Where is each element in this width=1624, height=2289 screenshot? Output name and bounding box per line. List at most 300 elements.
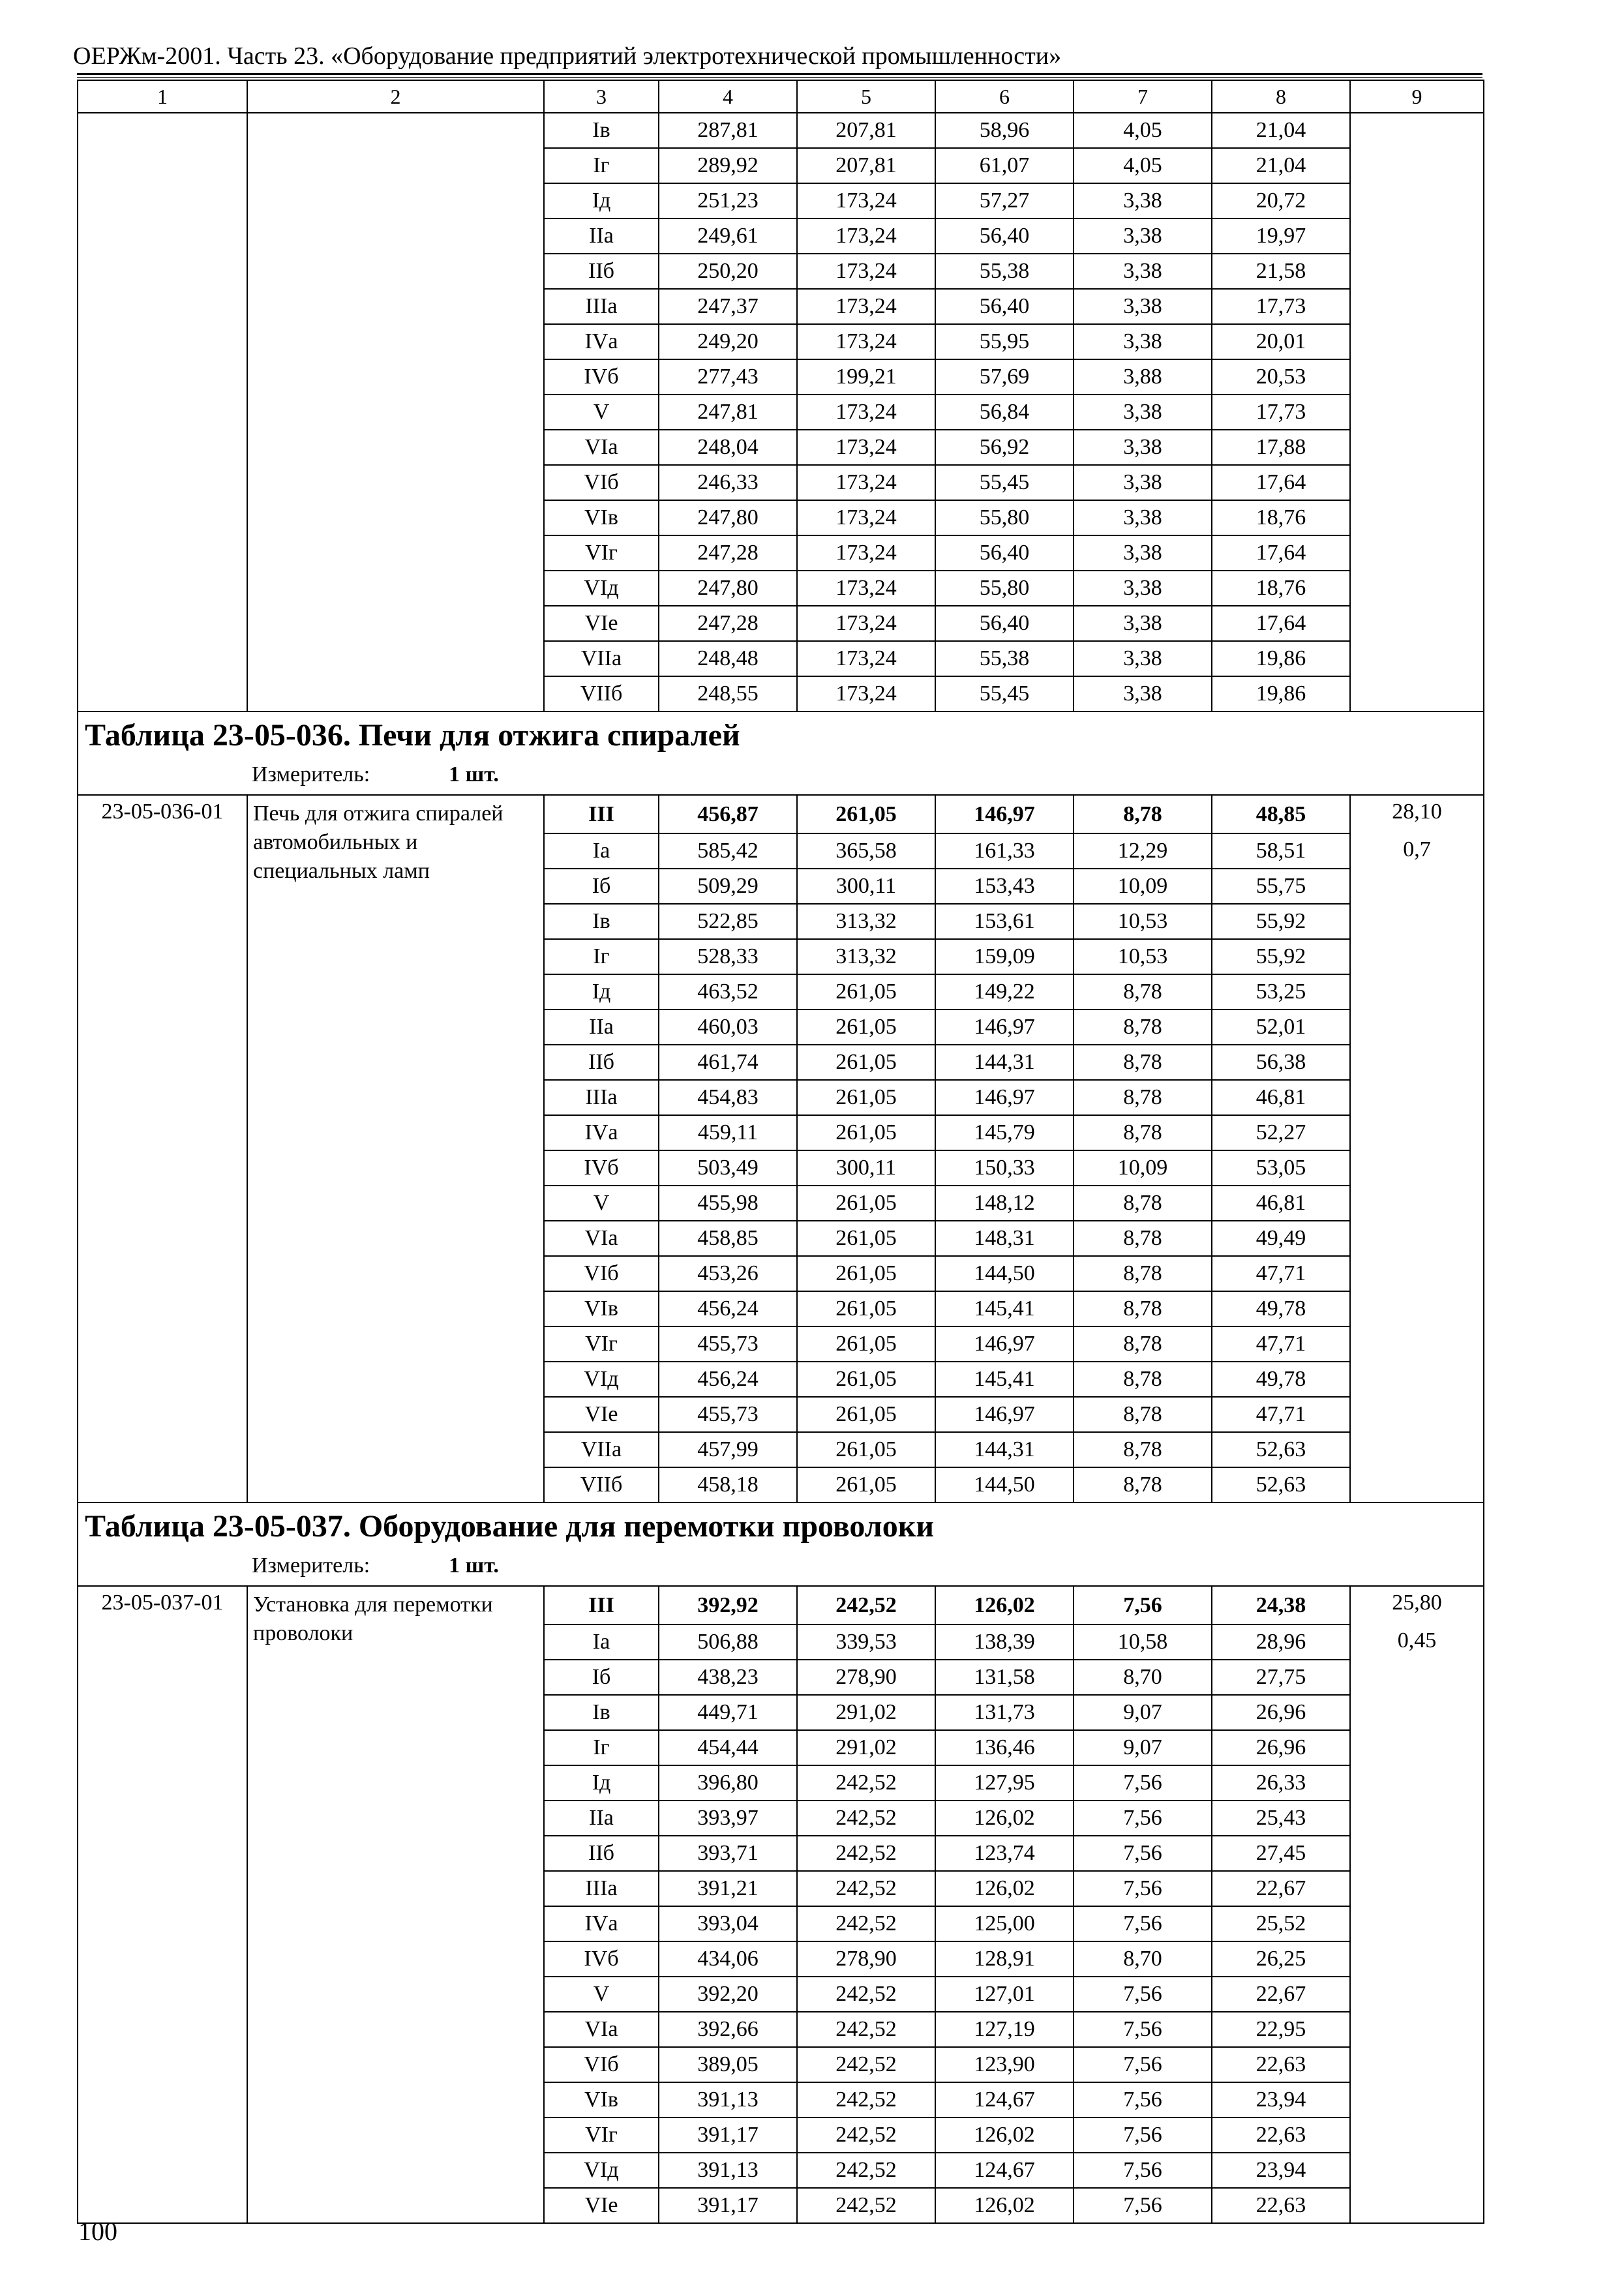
value-cell: 55,92 (1212, 939, 1350, 974)
value-cell: 125,00 (935, 1906, 1074, 1941)
value-cell: 261,05 (797, 1256, 935, 1291)
value-cell: 18,76 (1212, 571, 1350, 606)
value-cell: 20,72 (1212, 183, 1350, 218)
category-cell: VIд (544, 2153, 659, 2188)
value-cell: 58,96 (935, 113, 1074, 148)
value-cell: 10,58 (1074, 1624, 1212, 1660)
category-cell: III (544, 795, 659, 833)
value-cell: 391,17 (659, 2188, 797, 2223)
value-cell: 261,05 (797, 1045, 935, 1080)
column-header-cell: 2 (247, 80, 544, 113)
value-cell: 250,20 (659, 254, 797, 289)
category-cell: V (544, 1186, 659, 1221)
category-cell: IIIа (544, 1871, 659, 1906)
value-cell: 27,75 (1212, 1660, 1350, 1695)
unit-value: 1 шт. (449, 762, 499, 786)
value-cell: 145,41 (935, 1362, 1074, 1397)
value-cell: 148,31 (935, 1221, 1074, 1256)
value-cell: 21,58 (1212, 254, 1350, 289)
value-cell: 3,38 (1074, 641, 1212, 676)
table-title-row (78, 711, 1484, 795)
value-cell: 144,50 (935, 1467, 1074, 1503)
value-cell: 148,12 (935, 1186, 1074, 1221)
value-cell: 392,20 (659, 1977, 797, 2012)
value-cell: 506,88 (659, 1624, 797, 1660)
value-cell: 55,92 (1212, 904, 1350, 939)
col9-value-bottom: 0,7 (1350, 833, 1484, 1503)
table-title-row (78, 1503, 1484, 1586)
category-cell: VIб (544, 2047, 659, 2082)
value-cell: 242,52 (797, 2082, 935, 2117)
value-cell: 19,86 (1212, 676, 1350, 711)
value-cell: 3,38 (1074, 676, 1212, 711)
value-cell: 3,38 (1074, 395, 1212, 430)
value-cell: 8,78 (1074, 1115, 1212, 1150)
value-cell: 19,97 (1212, 218, 1350, 254)
value-cell: 55,80 (935, 571, 1074, 606)
category-cell: Iд (544, 1765, 659, 1801)
item-code: 23-05-037-01 (78, 1586, 247, 2223)
value-cell: 146,97 (935, 1397, 1074, 1432)
value-cell: 393,71 (659, 1836, 797, 1871)
value-cell: 3,38 (1074, 183, 1212, 218)
value-cell: 456,24 (659, 1362, 797, 1397)
value-cell: 56,92 (935, 430, 1074, 465)
unit-label: Измеритель: (252, 762, 370, 786)
value-cell: 18,76 (1212, 500, 1350, 535)
value-cell: 22,67 (1212, 1977, 1350, 2012)
category-cell: VIа (544, 1221, 659, 1256)
value-cell: 456,24 (659, 1291, 797, 1326)
category-cell: VIд (544, 1362, 659, 1397)
value-cell: 261,05 (797, 1186, 935, 1221)
value-cell: 153,61 (935, 904, 1074, 939)
value-cell: 261,05 (797, 1326, 935, 1362)
category-cell: V (544, 1977, 659, 2012)
value-cell: 461,74 (659, 1045, 797, 1080)
value-cell: 8,78 (1074, 1467, 1212, 1503)
value-cell: 7,56 (1074, 2012, 1212, 2047)
category-cell: IIб (544, 254, 659, 289)
value-cell: 291,02 (797, 1695, 935, 1730)
value-cell: 392,92 (659, 1586, 797, 1624)
resource-table (77, 80, 1484, 2224)
value-cell: 261,05 (797, 1397, 935, 1432)
value-cell: 55,95 (935, 324, 1074, 359)
value-cell: 58,51 (1212, 833, 1350, 869)
value-cell: 47,71 (1212, 1256, 1350, 1291)
col9-value-top: 25,80 (1350, 1586, 1484, 1624)
value-cell: 47,71 (1212, 1326, 1350, 1362)
value-cell: 127,19 (935, 2012, 1074, 2047)
category-cell: VIб (544, 1256, 659, 1291)
value-cell: 17,64 (1212, 535, 1350, 571)
value-cell: 22,67 (1212, 1871, 1350, 1906)
value-cell: 173,24 (797, 395, 935, 430)
value-cell: 248,48 (659, 641, 797, 676)
category-cell: VIв (544, 2082, 659, 2117)
value-cell: 7,56 (1074, 2153, 1212, 2188)
value-cell: 173,24 (797, 500, 935, 535)
value-cell: 8,70 (1074, 1660, 1212, 1695)
value-cell: 277,43 (659, 359, 797, 395)
table-row (78, 1586, 1484, 1624)
value-cell: 242,52 (797, 1765, 935, 1801)
value-cell: 146,97 (935, 1010, 1074, 1045)
value-cell: 278,90 (797, 1941, 935, 1977)
value-cell: 242,52 (797, 1586, 935, 1624)
value-cell: 17,64 (1212, 465, 1350, 500)
value-cell: 261,05 (797, 1467, 935, 1503)
value-cell: 49,78 (1212, 1362, 1350, 1397)
value-cell: 300,11 (797, 1150, 935, 1186)
value-cell: 24,38 (1212, 1586, 1350, 1624)
category-cell: IVб (544, 1150, 659, 1186)
value-cell: 126,02 (935, 1801, 1074, 1836)
value-cell: 261,05 (797, 1221, 935, 1256)
column-header-row (78, 80, 1484, 113)
page-number: 100 (78, 2217, 117, 2246)
value-cell: 454,83 (659, 1080, 797, 1115)
value-cell: 46,81 (1212, 1080, 1350, 1115)
header-rule-thin (77, 77, 1482, 78)
value-cell: 19,86 (1212, 641, 1350, 676)
category-cell: VIв (544, 500, 659, 535)
value-cell: 173,24 (797, 641, 935, 676)
value-cell: 57,69 (935, 359, 1074, 395)
value-cell: 10,09 (1074, 869, 1212, 904)
category-cell: Iд (544, 183, 659, 218)
value-cell: 3,38 (1074, 218, 1212, 254)
value-cell: 242,52 (797, 2188, 935, 2223)
value-cell: 61,07 (935, 148, 1074, 183)
value-cell: 21,04 (1212, 113, 1350, 148)
value-cell: 131,73 (935, 1695, 1074, 1730)
category-cell: IIб (544, 1836, 659, 1871)
table-title: Таблица 23-05-037. Оборудование для перемотки проволоки (85, 1509, 935, 1544)
value-cell: 145,79 (935, 1115, 1074, 1150)
page-header-title: ОЕРЖм-2001. Часть 23. «Оборудование предприятий электротехнической промышленности» (73, 42, 1062, 70)
table-title: Таблица 23-05-036. Печи для отжига спиралей (85, 718, 740, 753)
value-cell: 8,78 (1074, 1010, 1212, 1045)
value-cell: 159,09 (935, 939, 1074, 974)
category-cell: VIг (544, 535, 659, 571)
value-cell: 249,20 (659, 324, 797, 359)
value-cell: 127,01 (935, 1977, 1074, 2012)
value-cell: 144,31 (935, 1045, 1074, 1080)
column-header-cell: 3 (544, 80, 659, 113)
value-cell: 261,05 (797, 1010, 935, 1045)
value-cell: 287,81 (659, 113, 797, 148)
value-cell: 522,85 (659, 904, 797, 939)
column-header-cell: 1 (78, 80, 247, 113)
table-row (78, 795, 1484, 833)
value-cell: 22,63 (1212, 2188, 1350, 2223)
value-cell: 126,02 (935, 2117, 1074, 2153)
value-cell: 7,56 (1074, 2188, 1212, 2223)
value-cell: 123,90 (935, 2047, 1074, 2082)
item-name: Печь для отжига спиралей автомобильных и специальных ламп (247, 795, 544, 1503)
value-cell: 8,78 (1074, 1362, 1212, 1397)
value-cell: 55,38 (935, 641, 1074, 676)
value-cell: 8,78 (1074, 1080, 1212, 1115)
value-cell: 17,88 (1212, 430, 1350, 465)
category-cell: Iа (544, 833, 659, 869)
value-cell: 7,56 (1074, 1906, 1212, 1941)
item-name: Установка для перемотки проволоки (247, 1586, 544, 2223)
value-cell: 55,75 (1212, 869, 1350, 904)
value-cell: 144,50 (935, 1256, 1074, 1291)
value-cell: 26,25 (1212, 1941, 1350, 1977)
value-cell: 55,38 (935, 254, 1074, 289)
value-cell: 53,05 (1212, 1150, 1350, 1186)
value-cell: 150,33 (935, 1150, 1074, 1186)
value-cell: 248,04 (659, 430, 797, 465)
value-cell: 242,52 (797, 2153, 935, 2188)
value-cell: 460,03 (659, 1010, 797, 1045)
value-cell: 173,24 (797, 218, 935, 254)
value-cell: 173,24 (797, 183, 935, 218)
value-cell: 3,38 (1074, 500, 1212, 535)
category-cell: IIIа (544, 1080, 659, 1115)
value-cell: 7,56 (1074, 2047, 1212, 2082)
value-cell: 456,87 (659, 795, 797, 833)
column-header-cell: 4 (659, 80, 797, 113)
category-cell: Iб (544, 1660, 659, 1695)
value-cell: 449,71 (659, 1695, 797, 1730)
category-cell: VIа (544, 430, 659, 465)
value-cell: 261,05 (797, 795, 935, 833)
table-row (78, 113, 1484, 148)
value-cell: 8,78 (1074, 795, 1212, 833)
value-cell: 124,67 (935, 2082, 1074, 2117)
col9-value-bottom: 0,45 (1350, 1624, 1484, 2223)
category-cell: V (544, 395, 659, 430)
value-cell: 242,52 (797, 2117, 935, 2153)
value-cell: 22,63 (1212, 2117, 1350, 2153)
value-cell: 126,02 (935, 2188, 1074, 2223)
value-cell: 22,63 (1212, 2047, 1350, 2082)
value-cell: 261,05 (797, 1115, 935, 1150)
value-cell: 146,97 (935, 795, 1074, 833)
value-cell: 124,67 (935, 2153, 1074, 2188)
category-cell: VIб (544, 465, 659, 500)
value-cell: 247,81 (659, 395, 797, 430)
category-cell: VIа (544, 2012, 659, 2047)
value-cell: 393,04 (659, 1906, 797, 1941)
value-cell: 131,58 (935, 1660, 1074, 1695)
category-cell: VIг (544, 1326, 659, 1362)
value-cell: 8,70 (1074, 1941, 1212, 1977)
value-cell: 247,80 (659, 500, 797, 535)
value-cell: 207,81 (797, 113, 935, 148)
value-cell: 17,73 (1212, 395, 1350, 430)
value-cell: 7,56 (1074, 2082, 1212, 2117)
value-cell: 247,28 (659, 606, 797, 641)
value-cell: 3,38 (1074, 254, 1212, 289)
value-cell: 55,80 (935, 500, 1074, 535)
value-cell: 26,96 (1212, 1730, 1350, 1765)
value-cell: 365,58 (797, 833, 935, 869)
value-cell: 199,21 (797, 359, 935, 395)
unit-line (78, 1550, 1483, 1585)
value-cell: 261,05 (797, 1362, 935, 1397)
value-cell: 438,23 (659, 1660, 797, 1695)
category-cell: III (544, 1586, 659, 1624)
value-cell: 242,52 (797, 1906, 935, 1941)
value-cell: 49,78 (1212, 1291, 1350, 1326)
value-cell: 246,33 (659, 465, 797, 500)
value-cell: 392,66 (659, 2012, 797, 2047)
value-cell: 17,64 (1212, 606, 1350, 641)
value-cell: 4,05 (1074, 148, 1212, 183)
value-cell: 138,39 (935, 1624, 1074, 1660)
value-cell: 56,40 (935, 606, 1074, 641)
value-cell: 52,63 (1212, 1432, 1350, 1467)
table-title-cell (78, 711, 1484, 795)
value-cell: 242,52 (797, 2012, 935, 2047)
value-cell: 391,17 (659, 2117, 797, 2153)
value-cell: 8,78 (1074, 1221, 1212, 1256)
name-cell-empty (247, 113, 544, 711)
value-cell: 52,01 (1212, 1010, 1350, 1045)
column-header-cell: 7 (1074, 80, 1212, 113)
value-cell: 249,61 (659, 218, 797, 254)
value-cell: 278,90 (797, 1660, 935, 1695)
value-cell: 3,38 (1074, 571, 1212, 606)
value-cell: 23,94 (1212, 2082, 1350, 2117)
value-cell: 339,53 (797, 1624, 935, 1660)
category-cell: Iг (544, 148, 659, 183)
value-cell: 173,24 (797, 535, 935, 571)
category-cell: VIе (544, 2188, 659, 2223)
category-cell: IVа (544, 324, 659, 359)
value-cell: 48,85 (1212, 795, 1350, 833)
value-cell: 55,45 (935, 676, 1074, 711)
value-cell: 46,81 (1212, 1186, 1350, 1221)
value-cell: 247,80 (659, 571, 797, 606)
value-cell: 25,43 (1212, 1801, 1350, 1836)
value-cell: 20,01 (1212, 324, 1350, 359)
value-cell: 144,31 (935, 1432, 1074, 1467)
table-body (78, 80, 1484, 2223)
value-cell: 126,02 (935, 1871, 1074, 1906)
category-cell: Iа (544, 1624, 659, 1660)
value-cell: 49,49 (1212, 1221, 1350, 1256)
value-cell: 248,55 (659, 676, 797, 711)
category-cell: IVб (544, 1941, 659, 1977)
value-cell: 27,45 (1212, 1836, 1350, 1871)
value-cell: 7,56 (1074, 1801, 1212, 1836)
value-cell: 8,78 (1074, 1186, 1212, 1221)
value-cell: 7,56 (1074, 1765, 1212, 1801)
category-cell: VIIб (544, 1467, 659, 1503)
value-cell: 20,53 (1212, 359, 1350, 395)
value-cell: 242,52 (797, 2047, 935, 2082)
value-cell: 454,44 (659, 1730, 797, 1765)
value-cell: 9,07 (1074, 1695, 1212, 1730)
value-cell: 56,40 (935, 535, 1074, 571)
category-cell: Iг (544, 939, 659, 974)
value-cell: 3,38 (1074, 465, 1212, 500)
unit-line (78, 759, 1483, 794)
category-cell: Iг (544, 1730, 659, 1765)
value-cell: 10,09 (1074, 1150, 1212, 1186)
value-cell: 126,02 (935, 1586, 1074, 1624)
value-cell: 247,37 (659, 289, 797, 324)
column-header-cell: 8 (1212, 80, 1350, 113)
value-cell: 8,78 (1074, 1326, 1212, 1362)
value-cell: 391,13 (659, 2082, 797, 2117)
category-cell: VIIа (544, 641, 659, 676)
header-rule-thick (77, 73, 1482, 75)
category-cell: IIб (544, 1045, 659, 1080)
category-cell: IIа (544, 218, 659, 254)
column-header-cell: 9 (1350, 80, 1484, 113)
value-cell: 123,74 (935, 1836, 1074, 1871)
value-cell: 3,88 (1074, 359, 1212, 395)
value-cell: 585,42 (659, 833, 797, 869)
value-cell: 12,29 (1074, 833, 1212, 869)
category-cell: IVб (544, 359, 659, 395)
unit-value: 1 шт. (449, 1553, 499, 1578)
value-cell: 22,95 (1212, 2012, 1350, 2047)
value-cell: 146,97 (935, 1080, 1074, 1115)
value-cell: 458,85 (659, 1221, 797, 1256)
value-cell: 289,92 (659, 148, 797, 183)
value-cell: 8,78 (1074, 974, 1212, 1010)
value-cell: 509,29 (659, 869, 797, 904)
value-cell: 57,27 (935, 183, 1074, 218)
value-cell: 261,05 (797, 1432, 935, 1467)
category-cell: Iд (544, 974, 659, 1010)
value-cell: 55,45 (935, 465, 1074, 500)
category-cell: Iв (544, 113, 659, 148)
value-cell: 3,38 (1074, 535, 1212, 571)
value-cell: 8,78 (1074, 1432, 1212, 1467)
value-cell: 455,73 (659, 1326, 797, 1362)
value-cell: 459,11 (659, 1115, 797, 1150)
value-cell: 247,28 (659, 535, 797, 571)
category-cell: VIIа (544, 1432, 659, 1467)
category-cell: Iв (544, 1695, 659, 1730)
value-cell: 56,40 (935, 218, 1074, 254)
value-cell: 173,24 (797, 430, 935, 465)
value-cell: 153,43 (935, 869, 1074, 904)
value-cell: 242,52 (797, 1801, 935, 1836)
category-cell: VIг (544, 2117, 659, 2153)
value-cell: 300,11 (797, 869, 935, 904)
value-cell: 291,02 (797, 1730, 935, 1765)
value-cell: 52,27 (1212, 1115, 1350, 1150)
value-cell: 7,56 (1074, 1977, 1212, 2012)
value-cell: 173,24 (797, 571, 935, 606)
value-cell: 52,63 (1212, 1467, 1350, 1503)
value-cell: 53,25 (1212, 974, 1350, 1010)
item-code: 23-05-036-01 (78, 795, 247, 1503)
value-cell: 207,81 (797, 148, 935, 183)
value-cell: 173,24 (797, 289, 935, 324)
category-cell: IIIа (544, 289, 659, 324)
value-cell: 453,26 (659, 1256, 797, 1291)
column-header-cell: 5 (797, 80, 935, 113)
category-cell: IIа (544, 1801, 659, 1836)
value-cell: 313,32 (797, 904, 935, 939)
col9-cell-empty (1350, 113, 1484, 711)
value-cell: 161,33 (935, 833, 1074, 869)
value-cell: 455,98 (659, 1186, 797, 1221)
value-cell: 458,18 (659, 1467, 797, 1503)
